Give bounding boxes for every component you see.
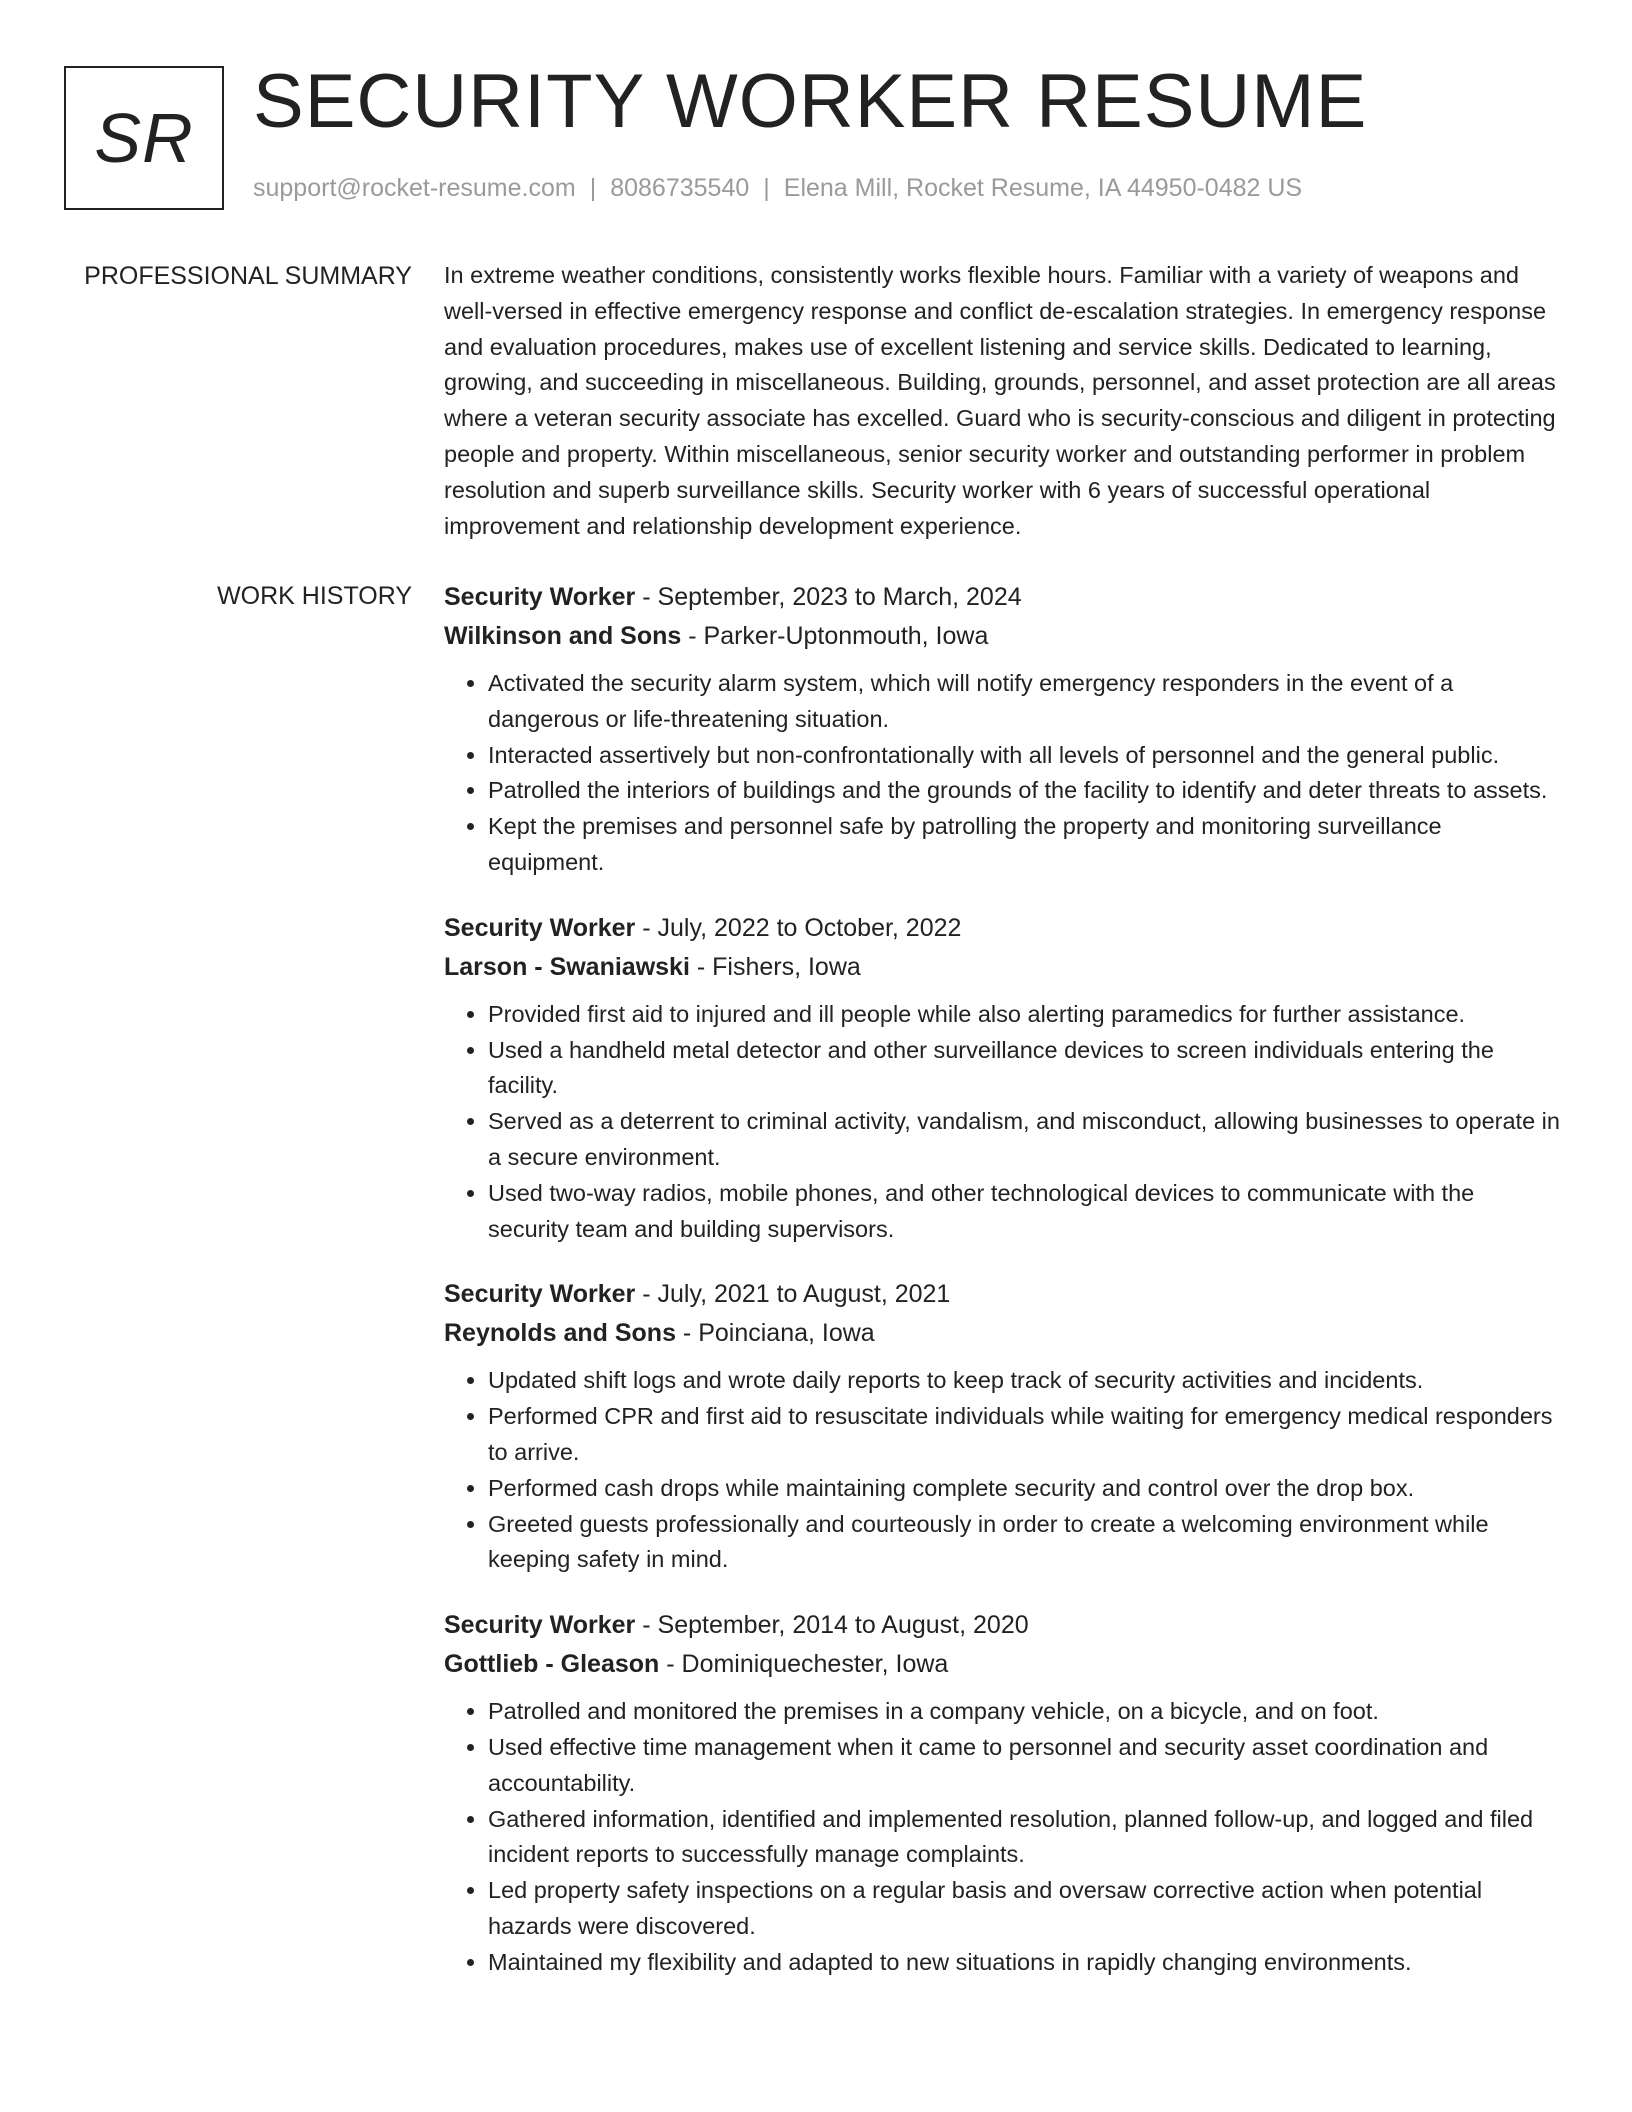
job-bullet: • Maintained my flexibility and adapted to new situations in rapidly changing environments.	[488, 1945, 1560, 1981]
contact-email: support@rocket-resume.com	[253, 174, 576, 202]
job-bullets	[444, 997, 1560, 1248]
job-company: Wilkinson and Sons	[444, 622, 682, 650]
job-title-line	[444, 1606, 1560, 1645]
contact-separator: |	[763, 174, 770, 202]
job-company-line	[444, 1645, 1560, 1684]
job-title-line	[444, 909, 1560, 948]
job-company-line	[444, 948, 1560, 987]
summary-text: In extreme weather conditions, consistently works flexible hours. Familiar with a variety of weapons and well-versed in effective emergency response and conflict de-escalation strategies. In emergency response and evaluation procedures, makes use of excellent listening and service skills. Dedicated to learning, growing, and succeeding in miscellaneous. Building, grounds, personnel, and asset protection are all areas where a veteran security associate has excelled. Guard who is security-conscious and diligent in protecting people and property. Within miscellaneous, senior security worker and outstanding performer in problem resolution and superb surveillance skills. Security worker with 6 years of successful operational improvement and relationship development experience.	[444, 262, 1556, 539]
job-location: - Fishers, Iowa	[689, 952, 861, 981]
monogram-badge	[64, 66, 224, 210]
job-list	[444, 578, 1560, 2009]
job-bullets	[444, 1694, 1560, 1980]
job-title: Security Worker	[444, 1611, 636, 1640]
job-company-line	[444, 1314, 1560, 1353]
job-entry	[444, 578, 1560, 881]
job-bullet: • Kept the premises and personnel safe by patrolling the property and monitoring surveillance equipment.	[488, 809, 1560, 881]
job-title: Security Worker	[444, 583, 636, 611]
job-bullets	[444, 666, 1560, 881]
job-company: Reynolds and Sons	[444, 1319, 676, 1348]
contact-line	[253, 174, 1302, 203]
job-bullet: • Interacted assertively but non-confrontationally with all levels of personnel and the general public.	[488, 738, 1560, 774]
summary-body	[444, 258, 1560, 544]
job-title-line	[444, 1275, 1560, 1314]
job-company: Gottlieb - Gleason	[444, 1650, 660, 1679]
job-bullet: • Patrolled and monitored the premises in a company vehicle, on a bicycle, and on foot.	[488, 1694, 1560, 1730]
job-bullets	[444, 1363, 1560, 1578]
job-company: Larson - Swaniawski	[444, 952, 690, 981]
job-dates: - September, 2014 to August, 2020	[635, 1611, 1029, 1640]
job-company-line	[444, 617, 1560, 656]
job-location: - Poinciana, Iowa	[675, 1319, 875, 1348]
initials: SR	[94, 99, 194, 177]
summary-heading: PROFESSIONAL SUMMARY	[84, 262, 412, 290]
job-title-line	[444, 578, 1560, 617]
job-title: Security Worker	[444, 913, 636, 942]
job-location: - Dominiquechester, Iowa	[659, 1650, 949, 1679]
job-bullet: • Used a handheld metal detector and other surveillance devices to screen individuals entering the facility.	[488, 1033, 1560, 1105]
job-dates: - September, 2023 to March, 2024	[635, 583, 1022, 611]
job-bullet: • Performed cash drops while maintaining complete security and control over the drop box.	[488, 1471, 1560, 1507]
job-dates: - July, 2021 to August, 2021	[635, 1280, 951, 1309]
job-bullet: • Used two-way radios, mobile phones, and other technological devices to communicate with the security team and building supervisors.	[488, 1176, 1560, 1248]
job-bullet: • Served as a deterrent to criminal activity, vandalism, and misconduct, allowing businesses to operate in a secure environment.	[488, 1104, 1560, 1176]
job-bullet: • Greeted guests professionally and courteously in order to create a welcoming environment while keeping safety in mind.	[488, 1507, 1560, 1579]
job-bullet: • Performed CPR and first aid to resuscitate individuals while waiting for emergency medical responders to arrive.	[488, 1399, 1560, 1471]
job-bullet: • Led property safety inspections on a regular basis and oversaw corrective action when potential hazards were discovered.	[488, 1873, 1560, 1945]
contact-separator: |	[589, 174, 597, 202]
job-location: - Parker-Uptonmouth, Iowa	[681, 622, 989, 650]
contact-phone: 8086735540	[610, 174, 750, 202]
job-entry	[444, 909, 1560, 1248]
job-bullet: • Provided first aid to injured and ill people while also alerting paramedics for further assistance.	[488, 997, 1560, 1033]
job-entry	[444, 1606, 1560, 1980]
job-title: Security Worker	[444, 1280, 636, 1309]
job-entry	[444, 1275, 1560, 1578]
job-bullet: • Gathered information, identified and implemented resolution, planned follow-up, and logged and filed incident reports to successfully manage complaints.	[488, 1802, 1560, 1874]
contact-address: Elena Mill, Rocket Resume, IA 44950-0482 US	[783, 174, 1303, 202]
job-bullet: • Activated the security alarm system, which will notify emergency responders in the event of a dangerous or life-threatening situation.	[488, 666, 1560, 738]
resume-title: SECURITY WORKER RESUME	[253, 59, 1368, 144]
job-bullet: • Used effective time management when it came to personnel and security asset coordination and accountability.	[488, 1730, 1560, 1802]
job-bullet: • Patrolled the interiors of buildings and the grounds of the facility to identify and deter threats to assets.	[488, 773, 1560, 809]
work-history-heading: WORK HISTORY	[217, 582, 412, 610]
job-dates: - July, 2022 to October, 2022	[635, 913, 962, 942]
job-bullet: • Updated shift logs and wrote daily reports to keep track of security activities and incidents.	[488, 1363, 1560, 1399]
